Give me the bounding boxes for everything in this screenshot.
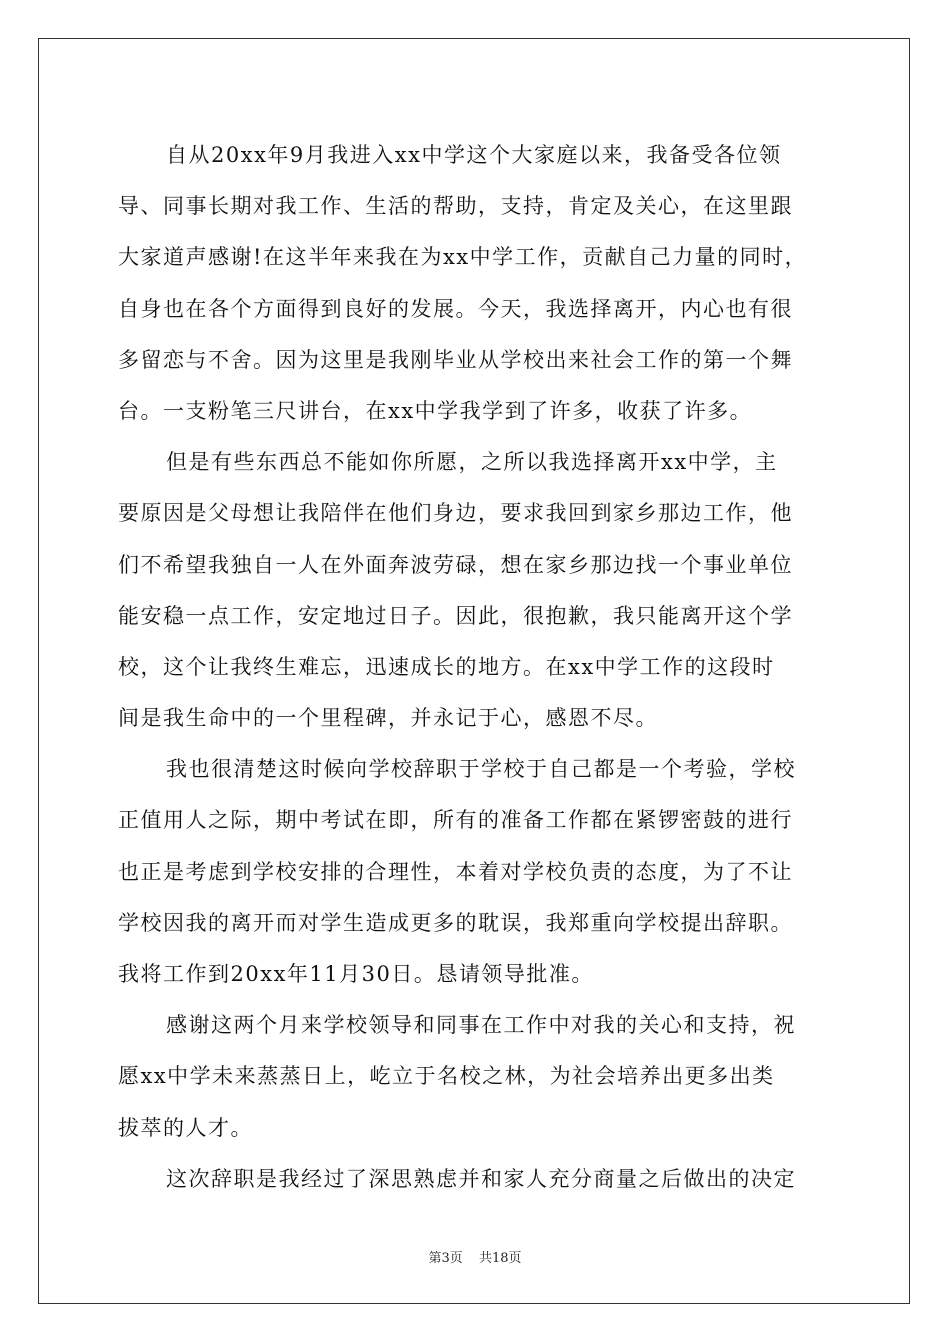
page-number: 第3页: [428, 1251, 463, 1266]
text-line: 感谢这两个月来学校领导和同事在工作中对我的关心和支持，祝: [166, 1013, 796, 1038]
text-line: 台。一支粉笔三尺讲台，在xx中学我学到了许多，收获了许多。: [118, 398, 753, 423]
document-body: [118, 130, 848, 1205]
text-line: 间是我生命中的一个里程碑，并永记于心，感恩不尽。: [118, 706, 658, 731]
text-line: 也正是考虑到学校安排的合理性，本着对学校负责的态度，为了不让: [118, 859, 793, 884]
page-total: 共18页: [478, 1251, 522, 1266]
text-line: 多留恋与不舍。因为这里是我刚毕业从学校出来社会工作的第一个舞: [118, 347, 793, 372]
text-line: 正值用人之际，期中考试在即，所有的准备工作都在紧锣密鼓的进行: [118, 808, 793, 833]
text-line: 大家道声感谢!在这半年来我在为xx中学工作，贡献自己力量的同时，: [118, 245, 808, 270]
text-line: 学校因我的离开而对学生造成更多的耽误，我郑重向学校提出辞职。: [118, 910, 793, 935]
text-line: 自身也在各个方面得到良好的发展。今天，我选择离开，内心也有很: [118, 296, 793, 321]
text-line: 要原因是父母想让我陪伴在他们身边，要求我回到家乡那边工作，他: [118, 501, 793, 526]
text-line: 们不希望我独自一人在外面奔波劳碌，想在家乡那边找一个事业单位: [118, 552, 793, 577]
text-line: 导、同事长期对我工作、生活的帮助，支持，肯定及关心，在这里跟: [118, 194, 793, 219]
text-line: 这次辞职是我经过了深思熟虑并和家人充分商量之后做出的决定: [166, 1166, 796, 1191]
text-line: 我也很清楚这时候向学校辞职于学校于自己都是一个考验，学校: [166, 757, 796, 782]
text-line: 我将工作到20xx年11月30日。恳请领导批准。: [118, 962, 594, 986]
text-line: 校，这个让我终生难忘，迅速成长的地方。在xx中学工作的这段时: [118, 654, 775, 679]
text-line: 但是有些东西总不能如你所愿，之所以我选择离开xx中学，主: [166, 450, 778, 475]
text-line: 自从20xx年9月我进入xx中学这个大家庭以来，我备受各位领: [166, 143, 782, 167]
text-line: 拔萃的人才。: [118, 1115, 253, 1140]
page-footer: [0, 1247, 950, 1266]
text-line: 愿xx中学未来蒸蒸日上，屹立于名校之林，为社会培养出更多出类: [118, 1064, 775, 1089]
text-line: 能安稳一点工作，安定地过日子。因此，很抱歉，我只能离开这个学: [118, 603, 793, 628]
